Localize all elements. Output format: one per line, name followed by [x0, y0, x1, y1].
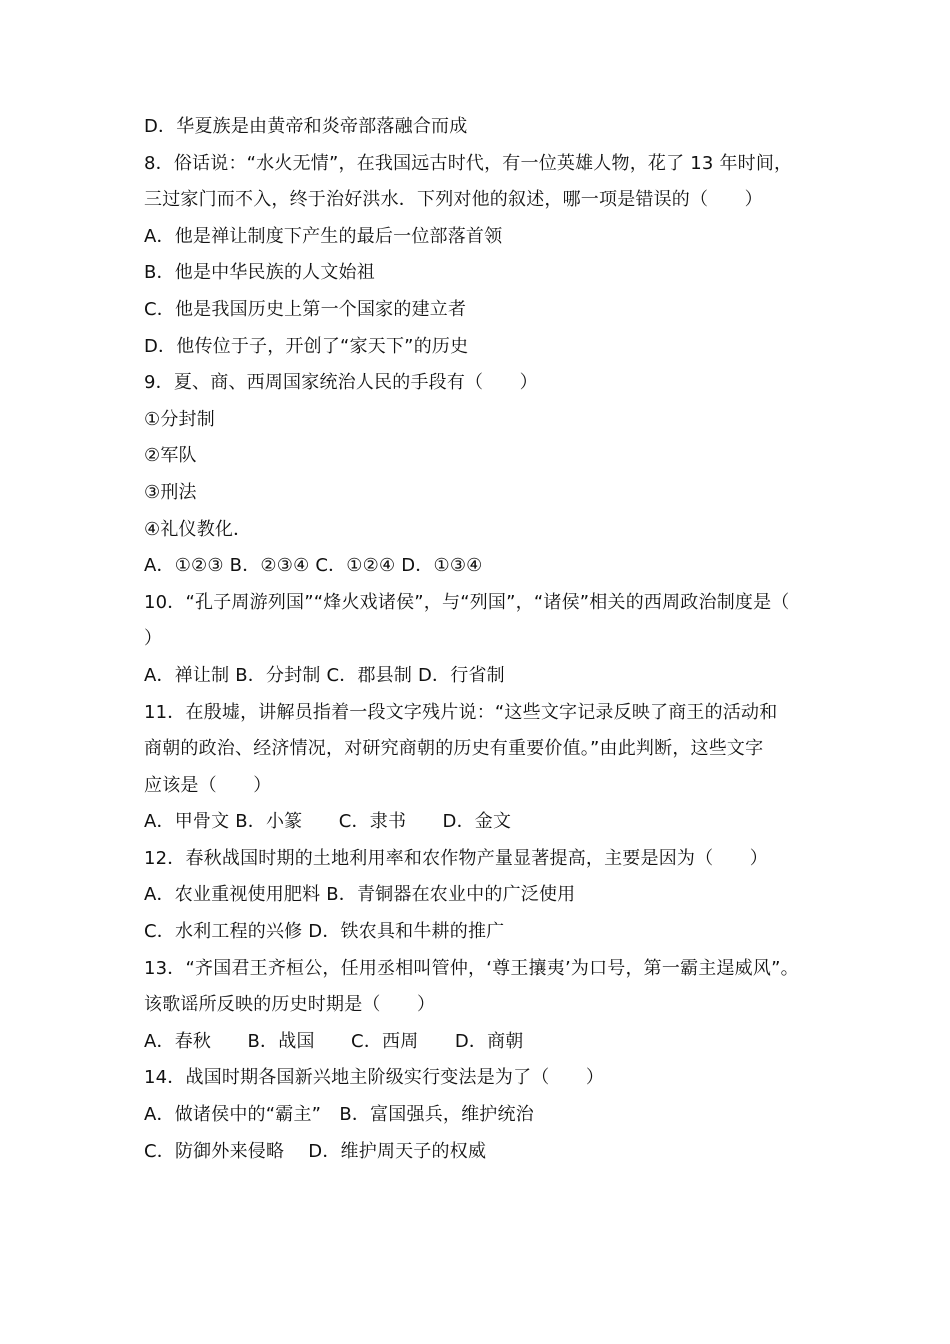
question-10-stem: 10．“孔子周游列国”“烽火戏诸侯”，与“列国”，“诸侯”相关的西周政治制度是（ [144, 591, 790, 613]
question-14-stem: 14．战国时期各国新兴地主阶级实行变法是为了（ ） [144, 1067, 605, 1089]
question-9-item-3: ③刑法 [144, 481, 197, 503]
question-9-item-4: ④礼仪教化． [144, 518, 252, 540]
question-9-item-2: ②军队 [144, 445, 197, 467]
question-13-options: A．春秋 B．战国 C．西周 D．商朝 [144, 1030, 524, 1052]
question-8-option-b: B．他是中华民族的人文始祖 [144, 262, 375, 284]
question-14-options-cd: C．防御外来侵略 D．维护周天子的权威 [144, 1140, 487, 1162]
question-13-stem-cont: 该歌谣所反映的历史时期是（ ） [144, 994, 436, 1016]
question-10-stem-cont: ） [144, 628, 163, 650]
exam-question-text [144, 109, 824, 1170]
question-9-stem: 9．夏、商、西周国家统治人民的手段有（ ） [144, 372, 538, 394]
question-12-stem: 12．春秋战国时期的土地利用率和农作物产量显著提高，主要是因为（ ） [144, 847, 768, 869]
question-8-option-a: A．他是禅让制度下产生的最后一位部落首领 [144, 225, 503, 247]
question-11-stem-cont: 商朝的政治、经济情况，对研究商朝的历史有重要价值。”由此判断，这些文字 [144, 738, 764, 760]
question-11-stem: 11．在殷墟，讲解员指着一段文字残片说：“这些文字记录反映了商王的活动和 [144, 701, 778, 723]
question-11-options: A．甲骨文 B．小篆 C．隶书 D．金文 [144, 811, 512, 833]
option-line: D．华夏族是由黄帝和炎帝部落融合而成 [144, 116, 468, 137]
question-8-stem: 8．俗话说：“水火无情”，在我国远古时代，有一位英雄人物，花了 13 年时间， [144, 152, 793, 174]
question-8-stem-cont: 三过家门而不入，终于治好洪水．下列对他的叙述，哪一项是错误的（ ） [144, 189, 763, 211]
question-12-options-cd: C．水利工程的兴修 D．铁农具和牛耕的推广 [144, 921, 505, 943]
question-8-option-d: D．他传位于子，开创了“家天下”的历史 [144, 335, 469, 357]
question-12-options-ab: A．农业重视使用肥料 B．青铜器在农业中的广泛使用 [144, 884, 576, 906]
question-11-stem-end: 应该是（ ） [144, 774, 272, 796]
question-10-options: A．禅让制 B．分封制 C．郡县制 D．行省制 [144, 664, 505, 686]
question-13-stem: 13．“齐国君王齐桓公，任用丞相叫管仲，‘尊王攘夷’为口号，第一霸主逞威风”。 [144, 957, 799, 979]
question-9-item-1: ①分封制 [144, 408, 215, 430]
question-9-options: A．①②③ B．②③④ C．①②④ D．①③④ [144, 555, 483, 577]
question-14-options-ab: A．做诸侯中的“霸主” B．富国强兵，维护统治 [144, 1104, 534, 1126]
question-8-option-c: C．他是我国历史上第一个国家的建立者 [144, 298, 467, 320]
